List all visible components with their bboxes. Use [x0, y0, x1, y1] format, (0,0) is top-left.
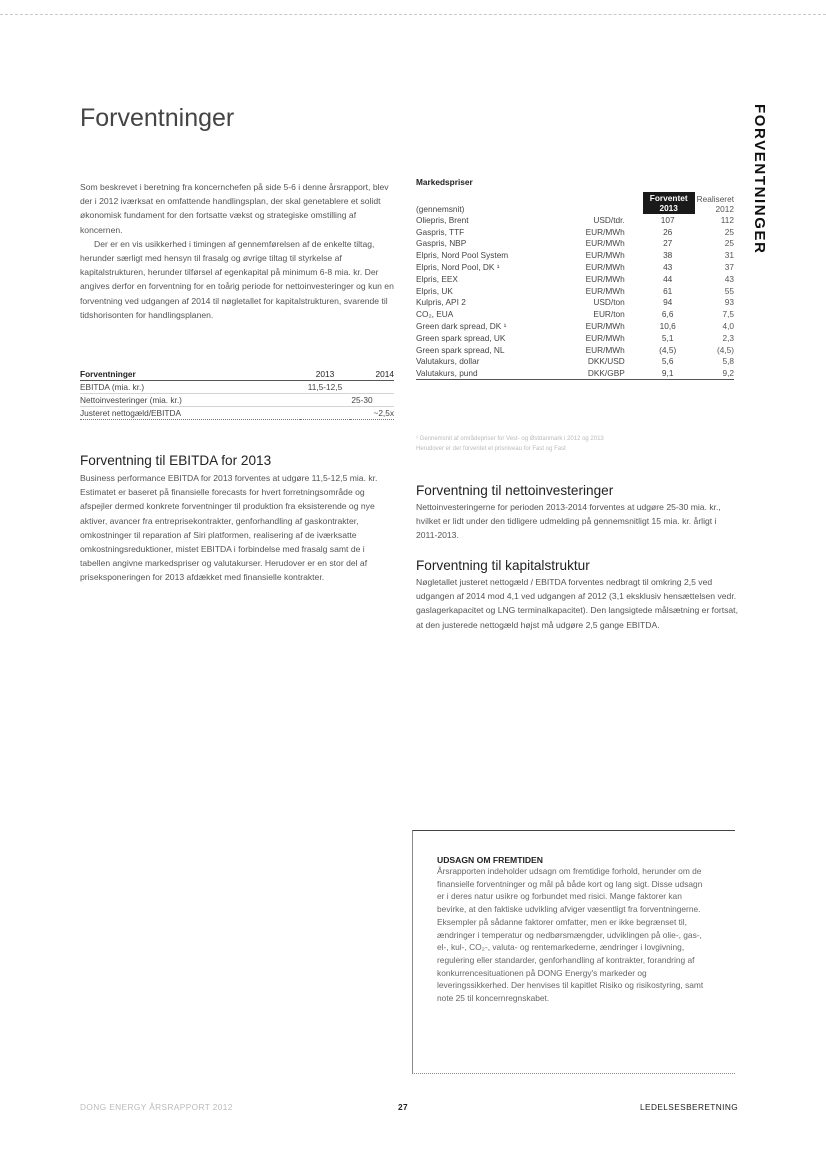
market-price-forecast: 61 — [663, 285, 673, 296]
table-header-cell: 2013 — [300, 368, 350, 381]
market-price-row — [416, 297, 734, 309]
market-price-row — [416, 273, 734, 285]
ebitda-text: Business performance EBITDA for 2013 forventes at udgøre 11,5-12,5 mia. kr. Estimatet er baseret på finansielle forecasts for hvert forretningsområde og afspejler dermed konkrete forventninger til produktion fra eksisterende og nye aktiver, avancer fra entreprisekontrakter, genforhandling af gaskontrakter, omkostninger til reparation af Siri platformen, realisering af de iværksatte omkostningsreduktioner, mistet EBITDA i forbindelse med frasalg samt de i tabellen angivne markedspriser og valutakurser. Herudover er en stor del af priseksponeringen for 2013 afdækket med finansielle kontrakter. — [80, 473, 378, 583]
footnote-1: ¹ Gennemsnit af områdepriser for Vest- og Østdanmark i 2012 og 2013 — [416, 436, 604, 442]
table-row — [80, 394, 394, 407]
market-prices-footnotes — [416, 434, 734, 454]
market-price-unit: EUR/MWh — [585, 285, 625, 296]
market-price-realized: 4,0 — [722, 321, 734, 332]
net-investment-heading: Forventning til nettoinvesteringer — [416, 483, 614, 498]
disclaimer-title: UDSAGN OM FREMTIDEN — [437, 855, 543, 865]
forward-looking-statements-box — [412, 830, 735, 1074]
market-prices-table — [416, 192, 734, 380]
market-price-row — [416, 226, 734, 238]
intro-text — [80, 180, 394, 322]
intro-paragraph-1: Som beskrevet i beretning fra koncernchefen på side 5-6 i denne årsrapport, blev der i 2012 iværksat en omfattende handlingsplan, der skal genetablere et solidt økonomisk fundament for den fortsatte vækst og strategiske omstilling af koncernen. — [80, 182, 389, 235]
market-price-row — [416, 249, 734, 261]
capital-structure-text: Nøgletallet justeret nettogæld / EBITDA forventes nedbragt til omkring 2,5 ved udgangen af 2014 mod 4,1 ved udgangen af 2012 (3,1 eksklusiv hensættelsen vedr. gaslagerkapacitet og LNG terminalkapacitet). Den langsigtede målsætning er fortsat, at den justerede nettogæld højst må udgøre 2,5 gange EBITDA. — [416, 577, 738, 630]
market-price-realized: (4,5) — [716, 344, 734, 355]
ebitda-heading: Forventning til EBITDA for 2013 — [80, 453, 272, 468]
market-price-label: Green spark spread, NL — [416, 344, 505, 355]
table-cell — [300, 407, 350, 420]
market-prices-heading: Markedspriser — [416, 177, 473, 187]
realized-header-year: 2012 — [715, 204, 734, 214]
table-cell: ~2,5x — [350, 407, 394, 420]
market-prices-header-row — [416, 192, 734, 214]
forecast-column-header — [643, 192, 695, 214]
table-row — [80, 381, 394, 394]
market-price-realized: 9,2 — [697, 367, 734, 379]
market-price-realized: 5,8 — [722, 356, 734, 367]
market-price-forecast: (4,5) — [659, 344, 677, 355]
market-price-unit: EUR/MWh — [585, 226, 625, 237]
market-price-realized: 7,5 — [722, 309, 734, 320]
realized-header-label: Realiseret — [696, 194, 734, 204]
market-price-unit: USD/ton — [593, 297, 625, 308]
market-price-row — [416, 356, 734, 368]
market-price-forecast: 9,1 — [639, 367, 697, 379]
market-price-forecast: 6,6 — [661, 309, 674, 320]
market-price-label: Valutakurs, pund — [416, 367, 565, 379]
footnote-2: Herudover er der forventet et prisniveau for Fast og Fast — [416, 446, 566, 452]
market-price-unit: DKK/GBP — [565, 367, 639, 379]
market-price-label: Green spark spread, UK — [416, 332, 506, 343]
net-investment-text: Nettoinvesteringerne for perioden 2013-2014 forventes at udgøre 25-30 mia. kr., hvilket er lidt under den tidligere udmelding på gennemsnitligt 15 mia. kr. årligt i 2011-2013. — [416, 502, 721, 541]
intro-paragraph-2: Der er en vis usikkerhed i timingen af gennemførelsen af de enkelte tiltag, herunder særligt med hensyn til frasalg og øvrige tiltag til styrkelse af kapitalstrukturen, herunder tilførsel af egenkapital på minimum 6-8 mia. kr. Der angives derfor en forventning for en toårig periode for nettoinvesteringer og kun en forventning ved udgangen af 2014 til nøgletallet for kapitalstrukturen, svarende til tidshorisonten for handlingsplanen. — [80, 238, 394, 320]
market-price-unit: EUR/MWh — [585, 250, 625, 261]
market-price-forecast: 38 — [663, 250, 673, 261]
market-price-unit: EUR/MWh — [585, 273, 625, 284]
market-price-label: Elpris, Nord Pool System — [416, 250, 509, 261]
realized-column-header — [697, 192, 734, 214]
table-row — [80, 407, 394, 420]
market-price-label: Oliepris, Brent — [416, 214, 469, 225]
footer-publication: DONG ENERGY ÅRSRAPPORT 2012 — [80, 1102, 233, 1112]
forecast-header-label: Forventet — [649, 193, 688, 203]
page-number: 27 — [398, 1102, 409, 1112]
market-price-forecast: 94 — [663, 297, 673, 308]
market-price-realized: 93 — [724, 297, 734, 308]
table-header-cell: 2014 — [350, 368, 394, 381]
market-price-unit: EUR/ton — [593, 309, 625, 320]
market-price-row — [416, 261, 734, 273]
market-price-realized: 25 — [724, 238, 734, 249]
table-header-cell: Forventninger — [80, 368, 300, 381]
market-price-forecast: 10,6 — [659, 321, 676, 332]
sidebar-section-title — [746, 104, 772, 264]
market-price-unit: EUR/MWh — [585, 238, 625, 249]
market-price-realized: 2,3 — [722, 332, 734, 343]
market-price-unit: EUR/MWh — [585, 344, 625, 355]
market-price-label: Kulpris, API 2 — [416, 297, 466, 308]
table-cell: 11,5-12,5 — [300, 381, 350, 394]
market-price-unit: DKK/USD — [587, 356, 625, 367]
capital-structure-heading: Forventning til kapitalstruktur — [416, 558, 590, 573]
market-price-row — [416, 344, 734, 356]
top-divider — [0, 14, 826, 15]
market-price-row — [416, 332, 734, 344]
market-price-unit: USD/tdr. — [593, 214, 625, 225]
market-price-row — [416, 238, 734, 250]
market-price-realized: 55 — [724, 285, 734, 296]
expectations-table — [80, 368, 394, 420]
market-price-row — [416, 320, 734, 332]
market-price-row — [416, 285, 734, 297]
market-price-forecast: 5,1 — [661, 332, 674, 343]
market-price-forecast: 5,6 — [661, 356, 674, 367]
page-title: Forventninger — [80, 104, 235, 132]
market-price-realized: 31 — [724, 250, 734, 261]
market-price-unit: EUR/MWh — [585, 332, 625, 343]
market-price-label: Green dark spread, DK ¹ — [416, 321, 507, 332]
market-price-label: CO₂, EUA — [416, 309, 454, 320]
table-cell — [350, 381, 394, 394]
market-price-label: Elpris, UK — [416, 285, 453, 296]
sidebar-title-text: FORVENTNINGER — [751, 104, 768, 255]
market-price-forecast: 26 — [663, 226, 673, 237]
market-price-realized: 25 — [724, 226, 734, 237]
market-price-unit: EUR/MWh — [585, 262, 625, 273]
table-cell: Nettoinvesteringer (mia. kr.) — [80, 394, 300, 407]
market-price-label: Elpris, Nord Pool, DK ¹ — [416, 262, 500, 273]
market-price-label: Valutakurs, dollar — [416, 356, 480, 367]
footer-section: LEDELSESBERETNING — [640, 1102, 739, 1112]
market-price-realized: 37 — [724, 262, 734, 273]
market-price-row — [416, 367, 734, 379]
table-header-row — [80, 368, 394, 381]
table-cell: EBITDA (mia. kr.) — [80, 381, 300, 394]
market-price-forecast: 44 — [663, 273, 673, 284]
table-cell: 25-30 — [300, 394, 394, 407]
market-price-realized: 43 — [724, 273, 734, 284]
table-cell: Justeret nettogæld/EBITDA — [80, 407, 300, 420]
forecast-header-year: 2013 — [659, 203, 678, 213]
market-price-forecast: 27 — [663, 238, 673, 249]
market-price-forecast: 43 — [663, 262, 673, 273]
market-price-row — [416, 214, 734, 226]
market-price-label: Gaspris, NBP — [416, 238, 467, 249]
disclaimer-text: Årsrapporten indeholder udsagn om fremtidige forhold, herunder om de finansielle forventninger og mål på både kort og lang sigt. Disse udsagn er i deres natur usikre og forbundet med risici. Mange faktorer kan bevirke, at den faktiske udvikling afviger væsentligt fra forventningerne. Eksempler på sådanne faktorer omfatter, men er ikke begrænset til, ændringer i temperatur og nedbørsmængder, udviklingen på olie-, gas-, el-, kul-, CO₂-, valuta- og rentemarkederne, ændringer i lovgivning, regulering eller standarder, genforhandling af kontrakter, forandring af konkurrencesituationen på DONG Energy's markeder og leveringssikkerhed. Der henvises til kapitlet Risiko og risikostyring, samt note 25 til koncernregnskabet. — [437, 866, 704, 1004]
market-price-realized: 112 — [720, 214, 734, 225]
market-price-label: Elpris, EEX — [416, 273, 458, 284]
market-price-row — [416, 308, 734, 320]
market-prices-subheading: (gennemsnit) — [416, 204, 465, 214]
market-price-label: Gaspris, TTF — [416, 226, 465, 237]
market-price-forecast: 107 — [660, 214, 675, 225]
market-price-unit: EUR/MWh — [585, 321, 625, 332]
